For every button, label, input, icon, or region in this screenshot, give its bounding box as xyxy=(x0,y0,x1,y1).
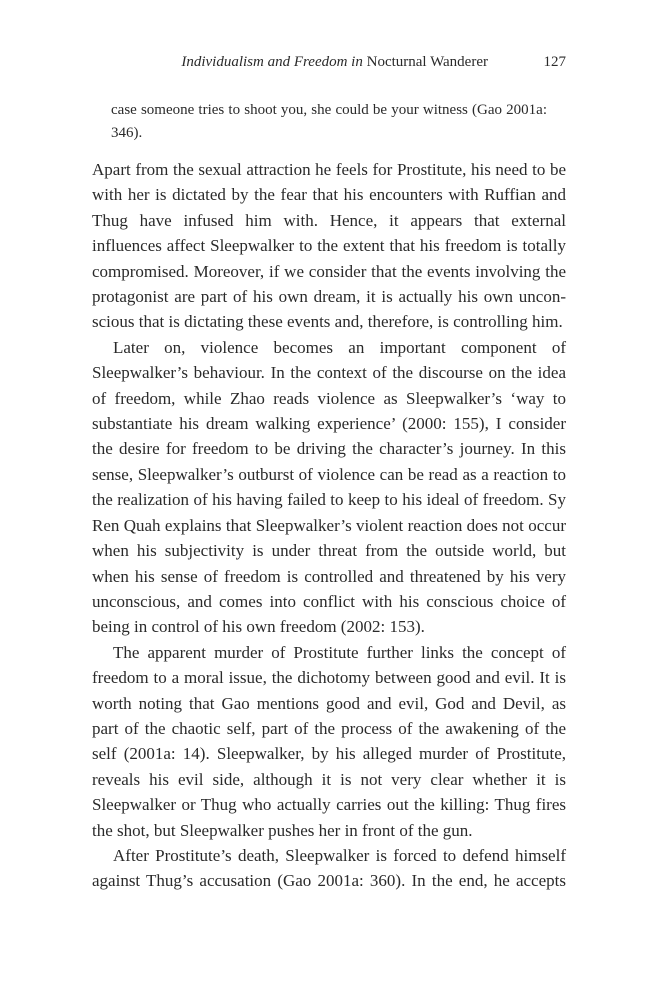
page-number: 127 xyxy=(543,54,566,70)
body-text xyxy=(92,157,566,894)
block-quote: case someone tries to shoot you, she could be your witness (Gao 2001a: 346). xyxy=(111,102,547,141)
paragraph-4: After Prostitute’s death, Sleepwalker is forced to defend himself against Thug’s accusation (Gao 2001a: 360). In the end, he accepts xyxy=(92,845,566,891)
paragraph-2: Later on, violence becomes an important component of Sleepwalker’s behaviour. In the context of the discourse on the idea of freedom, while Zhao reads violence as Sleepwalker’s ‘way to substantiate his dream walking experience’ (2000: 155), I consider the desire for freedom to be driving the character’s journey. In this sense, Sleepwalker’s outburst of violence can be read as a reaction to the realization of his having failed to keep to his ideal of freedom. Sy Ren Quah explains that Sleepwalker’s violent reaction does not occur when his subjectivity is under threat from the outside world, but when his sense of freedom is controlled and threatened by his very unconscious, and comes into conflict with his conscious choice of being in control of his own freedom (2002: 153). xyxy=(92,337,566,637)
running-head-title-plain: Nocturnal Wanderer xyxy=(366,54,488,70)
running-head-title-italic: Individualism and Freedom in xyxy=(181,54,363,70)
paragraph-3: The apparent murder of Prostitute further links the concept of freedom to a moral issue, the dichotomy between good and evil. It is worth noting that Gao mentions good and evil, God and Devil, as part of the chaotic self, part of the process of the awakening of the self (2001a: 14). Sleepwalker, by his alleged murder of Prostitute, reveals his evil side, although it is not very clear whether it is Sleepwalker or Thug who actually carries out the killing: Thug fires the shot, but Sleepwalker pushes her in front of the gun. xyxy=(92,642,566,840)
running-head-title xyxy=(181,51,488,73)
paragraph-1: Apart from the sexual attraction he feels for Prostitute, his need to be with her is dictated by the fear that his encounters with Ruffian and Thug have infused him with. Hence, it appears that external influences affect Sleepwalker to the extent that his freedom is totally compromised. Moreover, if we consider that the events involving the protagonist are part of his own dream, it is actually his own unconscious that is dictating these events and, therefore, is controlling him. xyxy=(92,160,566,332)
running-head xyxy=(92,51,566,73)
